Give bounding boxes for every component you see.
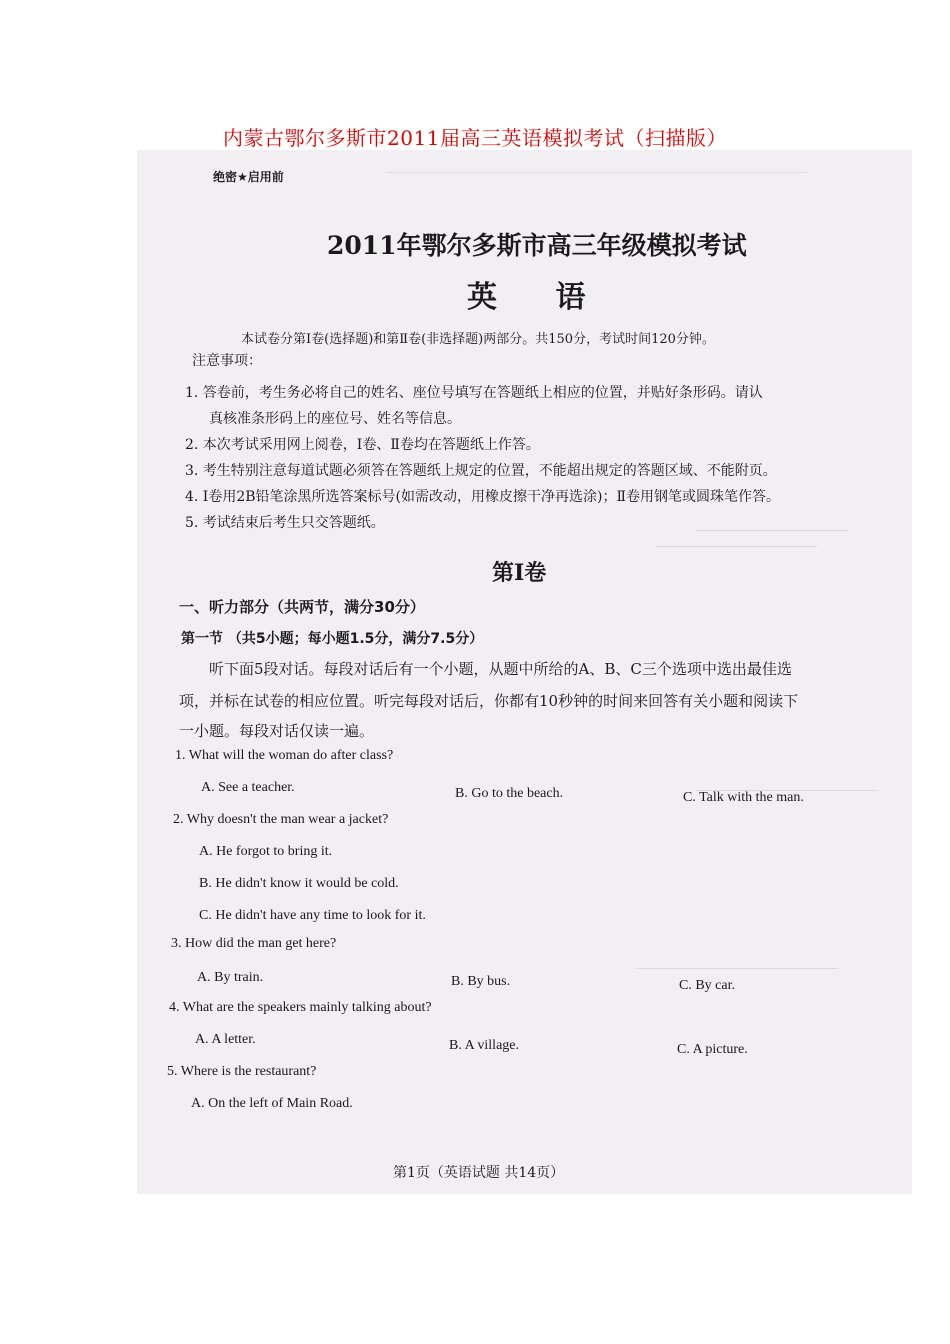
question-5: 5. Where is the restaurant? [167, 1064, 317, 1079]
sub-part-title: 第一节 （共5小题；每小题1.5分，满分7.5分） [181, 631, 484, 647]
bleed-through-mark [637, 968, 837, 969]
exam-title: 2011年鄂尔多斯市高三年级模拟考试 [327, 231, 747, 260]
note-1: 1. 答卷前，考生务必将自己的姓名、座位号填写在答题纸上相应的位置，并贴好条形码。请认 [185, 385, 763, 401]
q1-option-c: C. Talk with the man. [683, 790, 804, 805]
q3-option-c: C. By car. [679, 978, 735, 993]
section-title: 第Ⅰ卷 [492, 560, 547, 586]
instructions-line-2: 项，并标在试卷的相应位置。听完每段对话后，你都有10秒钟的时间来回答有关小题和阅读下 [179, 692, 799, 710]
q4-option-c: C. A picture. [677, 1042, 748, 1057]
q1-option-a: A. See a teacher. [201, 780, 295, 795]
document-title: 内蒙古鄂尔多斯市2011届高三英语模拟考试（扫描版） [223, 126, 727, 150]
question-1: 1. What will the woman do after class? [175, 748, 394, 763]
q4-option-a: A. A letter. [195, 1032, 256, 1047]
notes-heading: 注意事项： [192, 353, 262, 369]
note-4: 4. Ⅰ卷用2B铅笔涂黑所选答案标号(如需改动，用橡皮擦干净再选涂)；Ⅱ卷用钢笔或圆珠笔作答。 [185, 489, 780, 505]
bleed-through-mark [697, 530, 847, 531]
subject-title: 英 语 [467, 280, 610, 315]
page-footer: 第1页（英语试题 共14页） [393, 1165, 565, 1181]
note-3: 3. 考生特别注意每道试题必须答在答题纸上规定的位置，不能超出规定的答题区域、不能附页。 [185, 463, 777, 479]
note-5: 5. 考试结束后考生只交答题纸。 [185, 515, 385, 531]
exam-intro: 本试卷分第Ⅰ卷(选择题)和第Ⅱ卷(非选择题)两部分。共150分，考试时间120分钟。 [241, 332, 715, 347]
bleed-through-mark [387, 172, 807, 173]
q3-option-b: B. By bus. [451, 974, 511, 989]
q3-option-a: A. By train. [197, 970, 264, 985]
note-2: 2. 本次考试采用网上阅卷，Ⅰ卷、Ⅱ卷均在答题纸上作答。 [185, 437, 540, 453]
q4-option-b: B. A village. [449, 1038, 519, 1053]
instructions-line-3: 一小题。每段对话仅读一遍。 [179, 722, 375, 740]
note-1-continued: 真核准条形码上的座位号、姓名等信息。 [209, 411, 461, 427]
instructions-line-1: 听下面5段对话。每段对话后有一个小题，从题中所给的A、B、C三个选项中选出最佳选 [209, 660, 792, 678]
bleed-through-mark [657, 546, 817, 547]
q2-option-c: C. He didn't have any time to look for it. [199, 908, 426, 923]
question-3: 3. How did the man get here? [171, 936, 337, 951]
scanned-page [137, 150, 912, 1194]
q2-option-b: B. He didn't know it would be cold. [199, 876, 399, 891]
q1-option-b: B. Go to the beach. [455, 786, 564, 801]
q2-option-a: A. He forgot to bring it. [199, 844, 333, 859]
confidential-mark: 绝密★启用前 [213, 170, 284, 184]
question-4: 4. What are the speakers mainly talking about? [169, 1000, 432, 1015]
question-2: 2. Why doesn't the man wear a jacket? [173, 812, 389, 827]
part-title: 一、听力部分（共两节，满分30分） [179, 598, 425, 616]
q5-option-a: A. On the left of Main Road. [191, 1096, 353, 1111]
